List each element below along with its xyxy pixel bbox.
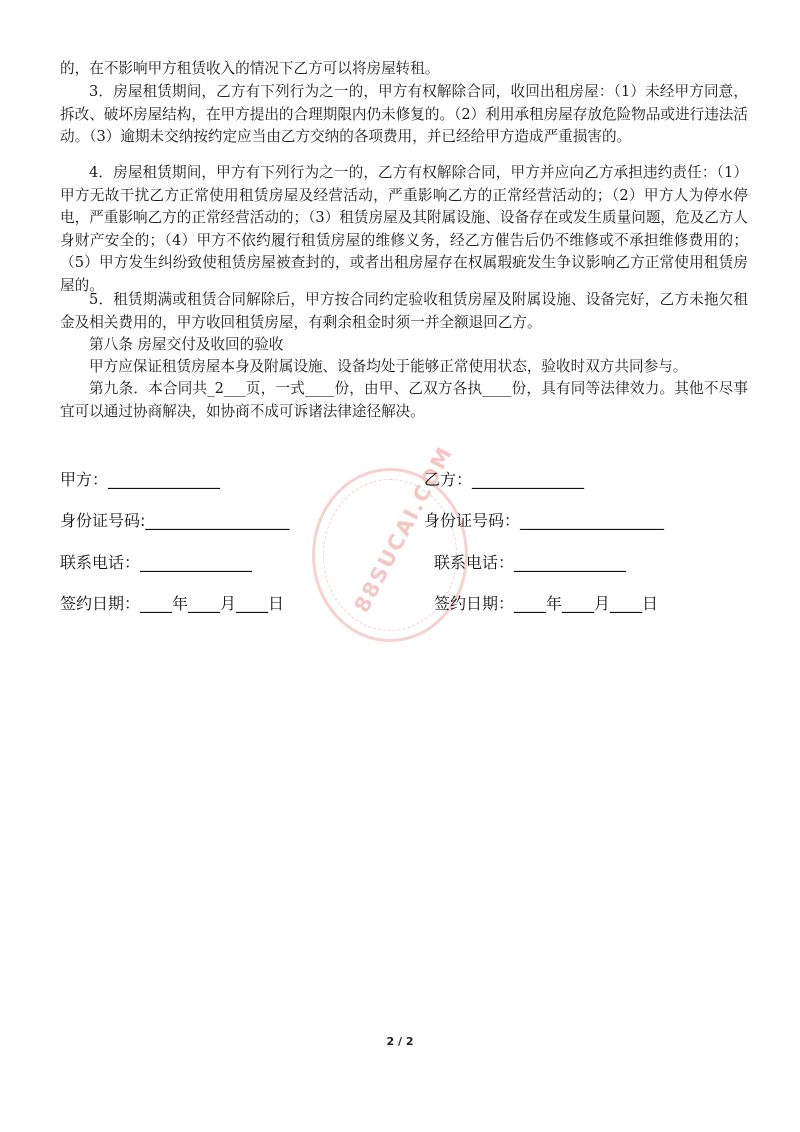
party-b-id-field: 身份证号码：__________________ [424,511,665,530]
party-a-date-field: 签约日期：____年____月____日 [60,594,285,613]
party-a-field: 甲方：______________ [60,470,221,489]
article-8-heading: 第八条 房屋交付及收回的验收 [89,336,284,353]
party-b-phone-field: 联系电话：______________ [434,553,627,572]
paragraph-article-9: 第九条．本合同共_2___页，一式____份，由甲、乙双方各执____份，具有同等法律效力。其他不尽事宜可以通过协商解决，如协商不成可诉诸法律途径解决。 [60,380,748,420]
paragraph-clause-7-4: 4．房屋租赁期间，甲方有下列行为之一的，乙方有权解除合同，甲方并应向乙方承担违约责任：（1）甲方无故干扰乙方正常使用租赁房屋及经营活动，严重影响乙方的正常经营活动的；（2）甲方人为停水停电，严重影响乙方的正常经营活动的；（3）租赁房屋及其附属设施、设备存在或发生质量问题，危及乙方人身财产安全的；（4）甲方不依约履行租赁房屋的维修义务，经乙方催告后仍不维修或不承担维修费用的；（5）甲方发生纠纷致使租赁房屋被查封的，或者出租房屋存在权属瑕疵发生争议影响乙方正常使用租赁房屋的。 [60,164,748,294]
party-a-id-field: 身份证号码:__________________ [60,511,290,530]
paragraph-article-8: 甲方应保证租赁房屋本身及附属设施、设备均处于能够正常使用状态，验收时双方共同参与。 [89,358,688,375]
paragraph-clause-7-5: 5．租赁期满或租赁合同解除后，甲方按合同约定验收租赁房屋及附属设施、设备完好，乙方未拖欠租金及相关费用的，甲方收回租赁房屋，有剩余租金时须一并全额退回乙方。 [60,291,748,331]
paragraph-clause-7-3: 3．房屋租赁期间，乙方有下列行为之一的，甲方有权解除合同，收回出租房屋：（1）未经甲方同意，拆改、破坏房屋结构，在甲方提出的合理期限内仍未修复的。（2）利用承租房屋存放危险物品或进行违法活动。（3）逾期未交纳按约定应当由乙方交纳的各项费用，并已经给甲方造成严重损害的。 [60,83,748,146]
party-b-field: 乙方：______________ [424,470,585,489]
paragraph-continuation: 的，在不影响甲方租赁收入的情况下乙方可以将房屋转租。 [60,60,440,77]
watermark-text: 88SUCAI.COM [349,441,458,617]
page-number: 2 / 2 [386,1035,414,1048]
party-a-phone-field: 联系电话：______________ [60,553,253,572]
party-b-date-field: 签约日期：____年____月____日 [434,594,659,613]
